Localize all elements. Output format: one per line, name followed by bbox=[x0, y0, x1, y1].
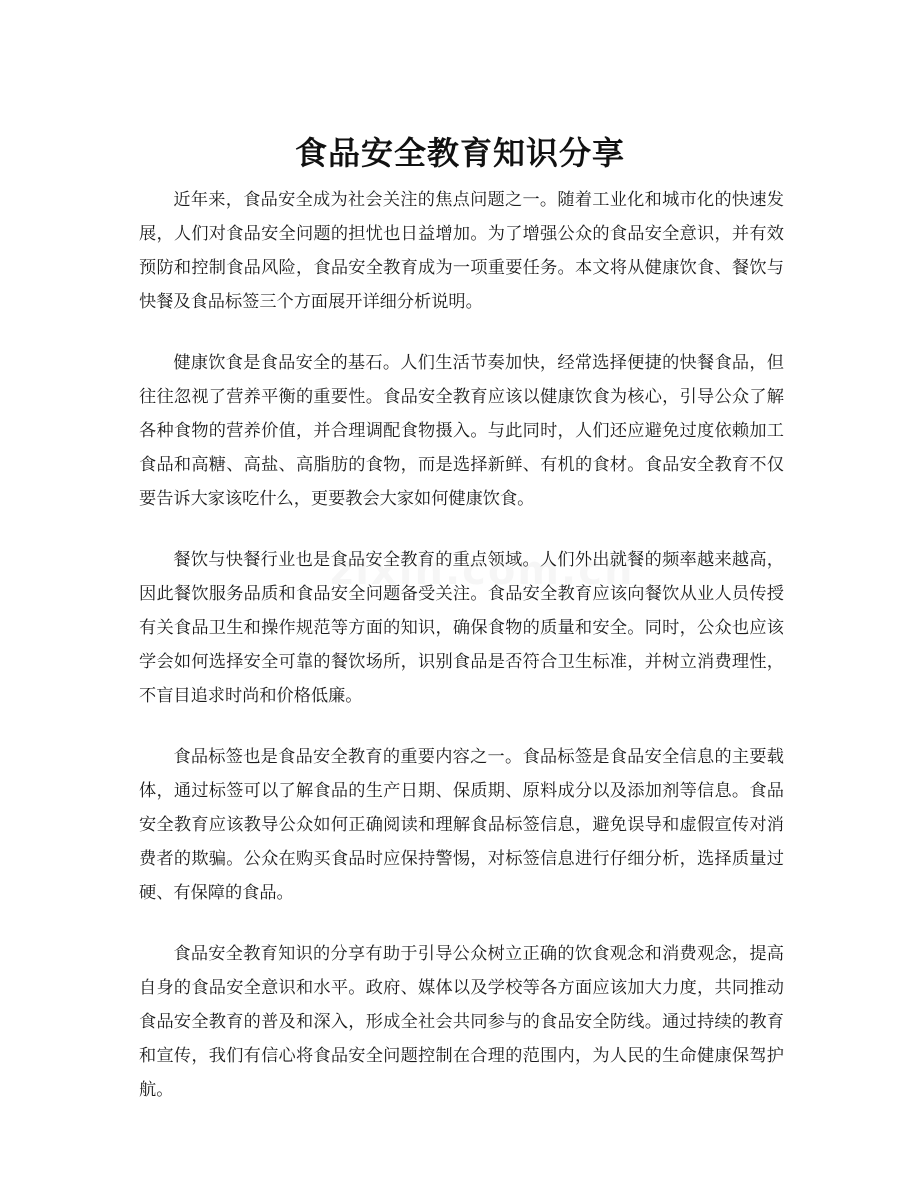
paragraph-intro: 近年来，食品安全成为社会关注的焦点问题之一。随着工业化和城市化的快速发展，人们对食品安全问题的担忧也日益增加。为了增强公众的食品安全意识，并有效预防和控制食品风险，食品安全教育成为一项重要任务。本文将从健康饮食、餐饮与快餐及食品标签三个方面展开详细分析说明。 bbox=[139, 190, 784, 312]
paragraph-food-labels: 食品标签也是食品安全教育的重要内容之一。食品标签是食品安全信息的主要载体，通过标签可以了解食品的生产日期、保质期、原料成分以及添加剂等信息。食品安全教育应该教导公众如何正确阅读和理解食品标签信息，避免误导和虚假宣传对消费者的欺骗。公众在购买食品时应保持警惕，对标签信息进行仔细分析，选择质量过硬、有保障的食品。 bbox=[139, 747, 784, 903]
document-body bbox=[139, 183, 784, 1134]
paragraph-healthy-diet: 健康饮食是食品安全的基石。人们生活节奏加快，经常选择便捷的快餐食品，但往往忽视了营养平衡的重要性。食品安全教育应该以健康饮食为核心，引导公众了解各种食物的营养价值，并合理调配食物摄入。与此同时，人们还应避免过度依赖加工食品和高糖、高盐、高脂肪的食物，而是选择新鲜、有机的食材。食品安全教育不仅要告诉大家该吃什么，更要教会大家如何健康饮食。 bbox=[139, 353, 784, 509]
document-title: 食品安全教育知识分享 bbox=[294, 134, 625, 173]
paragraph-catering-fastfood: 餐饮与快餐行业也是食品安全教育的重点领域。人们外出就餐的频率越来越高，因此餐饮服务品质和食品安全问题备受关注。食品安全教育应该向餐饮从业人员传授有关食品卫生和操作规范等方面的知识，确保食物的质量和安全。同时，公众也应该学会如何选择安全可靠的餐饮场所，识别食品是否符合卫生标准，并树立消费理性，不盲目追求时尚和价格低廉。 bbox=[139, 550, 784, 706]
paragraph-conclusion: 食品安全教育知识的分享有助于引导公众树立正确的饮食观念和消费观念，提高自身的食品安全意识和水平。政府、媒体以及学校等各方面应该加大力度，共同推动食品安全教育的普及和深入，形成全社会共同参与的食品安全防线。通过持续的教育和宣传，我们有信心将食品安全问题控制在合理的范围内，为人民的生命健康保驾护航。 bbox=[139, 944, 784, 1100]
